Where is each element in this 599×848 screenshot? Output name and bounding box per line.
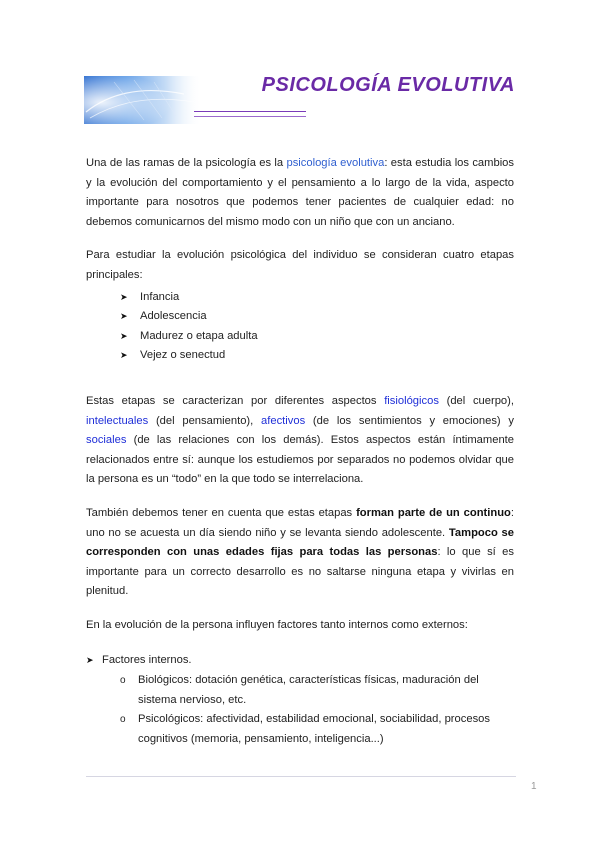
link-fisiologicos[interactable]: fisiológicos — [384, 394, 439, 407]
factors-sublist — [102, 671, 514, 749]
page-number: 1 — [531, 781, 537, 792]
header-rule — [194, 116, 306, 117]
header-rule — [194, 111, 306, 112]
arrow-bullet-icon: ➤ — [120, 350, 128, 361]
footer-rule — [86, 776, 516, 777]
arrow-bullet-icon: ➤ — [86, 655, 94, 666]
paragraph-continuum: También debemos tener en cuenta que estas etapas forman parte de un continuo: uno no se acuesta un día siendo niño y se levanta siendo adolescente. Tampoco se corresponden con unas edades fijas para todas las personas: lo que sí es importante para un correcto desarrollo es no saltarse ninguna etapa y vivirlas en plenitud. — [86, 506, 515, 598]
paragraph-stages-intro: Para estudiar la evolución psicológica del individuo se consideran cuatro etapas principales: — [86, 249, 514, 281]
list-item: ➤ Infancia — [120, 288, 514, 308]
list-item: ➤ Factores internos. o Biológicos: dotación genética, características físicas, maduración del sistema nervioso, etc. o Psicológicos: afectividad, estabilidad emocional, sociabilidad, procesos cognitivos (memoria, pensamiento, inteligencia...) — [86, 651, 514, 749]
paragraph-intro: Una de las ramas de la psicología es la psicología evolutiva: esta estudia los cambios y la evolución del comportamiento y el pensamiento a lo largo de la vida, aspecto importante para nosotros que podemos tener pacientes de cualquier edad: no debemos comunicarnos del mismo modo con un niño que con un anciano. — [86, 157, 514, 228]
document-title: PSICOLOGÍA EVOLUTIVA — [261, 74, 515, 96]
list-item: ➤ Vejez o senectud — [120, 346, 514, 366]
arrow-bullet-icon: ➤ — [120, 291, 128, 302]
factors-list — [86, 651, 514, 749]
link-sociales[interactable]: sociales — [86, 434, 127, 447]
document-body — [86, 154, 514, 749]
paragraph-factors-intro: En la evolución de la persona influyen factores tanto internos como externos: — [86, 618, 468, 631]
list-item: o Biológicos: dotación genética, características físicas, maduración del sistema nervioso, etc. — [120, 671, 514, 710]
link-afectivos[interactable]: afectivos — [261, 414, 306, 427]
list-item: ➤ Adolescencia — [120, 307, 514, 327]
list-item: ➤ Madurez o etapa adulta — [120, 327, 514, 347]
paragraph-aspects: Estas etapas se caracterizan por diferentes aspectos fisiológicos (del cuerpo), intelectuales (del pensamiento), afectivos (de los sentimientos y emociones) y sociales (de las relaciones con los demás). Estos aspectos están íntimamente relacionados entre sí: aunque los estudiemos por separados no podemos olvidar que la persona es un “todo” en la que todo se interrelaciona. — [86, 394, 514, 486]
arrow-bullet-icon: ➤ — [120, 311, 128, 322]
circle-bullet-icon: o — [120, 675, 126, 687]
link-intelectuales[interactable]: intelectuales — [86, 414, 149, 427]
link-psicologia-evolutiva[interactable]: psicología evolutiva — [286, 157, 385, 169]
circle-bullet-icon: o — [120, 714, 126, 726]
stages-list — [86, 288, 514, 366]
arrow-bullet-icon: ➤ — [120, 330, 128, 341]
list-item: o Psicológicos: afectividad, estabilidad emocional, sociabilidad, procesos cognitivos (memoria, pensamiento, inteligencia...) — [120, 710, 514, 749]
